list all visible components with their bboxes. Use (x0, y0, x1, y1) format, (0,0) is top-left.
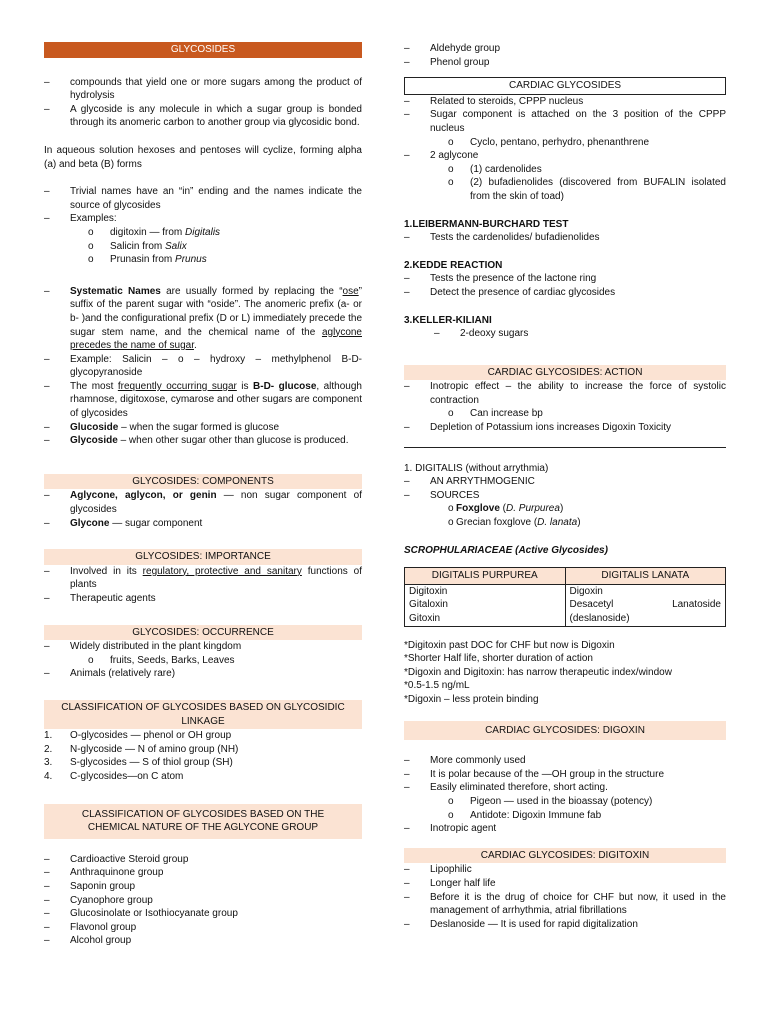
list-item: – Flavonol group (44, 921, 362, 935)
list-item: – Easily eliminated therefore, short acting. o Pigeon — used in the bioassay (potency) o Antidote: Digoxin Immune fab (404, 781, 726, 822)
list-item: – Animals (relatively rare) (44, 667, 362, 681)
intro-list (44, 76, 362, 130)
digitalis-list (404, 475, 726, 529)
glycosides-header: GLYCOSIDES (44, 42, 362, 58)
note: *Digitoxin past DOC for CHF but now is Digoxin (404, 639, 615, 651)
list-item: – It is polar because of the —OH group in the structure (404, 768, 726, 782)
note: *Shorter Half life, shorter duration of action (404, 653, 593, 665)
list-item: – Systematic Names are usually formed by replacing the “ose” suffix of the parent sugar with “oside”. The anomeric prefix (a- or b- )and the configurational prefix (D or L) immediately precede the sugar stem name, and the chemical name of the aglycone precedes the name of sugar. (44, 285, 362, 353)
action-list (404, 380, 726, 434)
digitalis-table (404, 567, 726, 626)
list-item: – Tests the presence of the lactone ring (404, 272, 726, 286)
importance-header: GLYCOSIDES: IMPORTANCE (44, 549, 362, 565)
note: *0.5-1.5 ng/mL (404, 680, 470, 692)
list-item: – AN ARRYTHMOGENIC (404, 475, 726, 489)
list-item: – Aldehyde group (404, 42, 726, 56)
list-item: – Involved in its regulatory, protective and sanitary functions of plants (44, 565, 362, 592)
table-cell: Digitoxin Gitaloxin Gitoxin (405, 584, 566, 626)
digitoxin-header: CARDIAC GLYCOSIDES: DIGITOXIN (404, 848, 726, 864)
cardiac-header: CARDIAC GLYCOSIDES (404, 77, 726, 95)
list-item: – Widely distributed in the plant kingdom o fruits, Seeds, Barks, Leaves (44, 640, 362, 667)
list-item: o Grecian foxglove (D. lanata) (404, 516, 726, 530)
list-item: – Glucosinolate or Isothiocyanate group (44, 907, 362, 921)
list-item: – Glycoside – when other sugar other than glucose is produced. (44, 434, 362, 448)
list-item: – Glycone — sugar component (44, 517, 362, 531)
table-row (405, 584, 726, 626)
digitalis-title: 1. DIGITALIS (without arrythmia) (404, 462, 549, 474)
list-item: o Can increase bp (404, 407, 726, 421)
list-item: – 2-deoxy sugars (434, 327, 726, 341)
list-item: – Example: Salicin – o – hydroxy – methylphenol B-D-glycopyranoside (44, 353, 362, 380)
importance-list (44, 565, 362, 606)
list-item: o (2) bufadienolides (discovered from BUFALIN isolated from the skin of toad) (404, 176, 726, 203)
kedde-title: 2.KEDDE REACTION (404, 259, 503, 271)
list-item: – Depletion of Potassium ions increases Digoxin Toxicity (404, 421, 726, 435)
list-item: – Detect the presence of cardiac glycosides (404, 286, 726, 300)
list-item: – More commonly used (404, 754, 726, 768)
list-item: 1. O-glycosides — phenol or OH group (44, 730, 232, 742)
list-item: – Saponin group (44, 880, 362, 894)
scrophulariaceae-title: SCROPHULARIACEAE (Active Glycosides) (404, 544, 608, 556)
digoxin-list (404, 754, 726, 836)
list-item: o Salicin from Salix (44, 240, 362, 254)
list-item: – Therapeutic agents (44, 592, 362, 606)
list-item: o Cyclo, pentano, perhydro, phenanthrene (404, 136, 726, 150)
list-item: 3. S-glycosides — S of thiol group (SH) (44, 757, 233, 769)
list-item: – Trivial names have an “in” ending and the names indicate the source of glycosides (44, 185, 362, 212)
examples-label: Examples: (70, 213, 117, 225)
list-item: – Tests the cardenolides/ bufadienolides (404, 231, 726, 245)
list-item: – Anthraquinone group (44, 866, 362, 880)
divider (404, 447, 726, 448)
list-item: o digitoxin — from Digitalis (44, 226, 362, 240)
table-header-row (405, 568, 726, 585)
list-item: – Lipophilic (404, 863, 726, 877)
list-item: – Related to steroids, CPPP nucleus (404, 95, 726, 109)
digoxin-header: CARDIAC GLYCOSIDES: DIGOXIN (404, 721, 726, 741)
components-header: GLYCOSIDES: COMPONENTS (44, 474, 362, 490)
list-item: o Foxglove (D. Purpurea) (404, 502, 726, 516)
list-item: o Antidote: Digoxin Immune fab (404, 809, 726, 823)
list-item: – Alcohol group (44, 934, 362, 948)
aqueous-paragraph: In aqueous solution hexoses and pentoses will cyclize, forming alpha (a) and beta (B) forms (44, 144, 362, 170)
occurrence-header: GLYCOSIDES: OCCURRENCE (44, 625, 362, 641)
list-item: – Cyanophore group (44, 894, 362, 908)
linkage-header: CLASSIFICATION OF GLYCOSIDES BASED ON GLYCOSIDIC LINKAGE (44, 700, 362, 729)
list-item: – Inotropic agent (404, 822, 726, 836)
keller-title: 3.KELLER-KILIANI (404, 314, 492, 326)
left-column (44, 42, 362, 948)
list-item: – Sugar component is attached on the 3 position of the CPPP nucleus o Cyclo, pentano, perhydro, phenanthrene (404, 108, 726, 149)
list-item: – SOURCES o Foxglove (D. Purpurea) o Grecian foxglove (D. lanata) (404, 489, 726, 530)
list-item: – Longer half life (404, 877, 726, 891)
list-item: 2. N-glycoside — N of amino group (NH) (44, 743, 239, 755)
action-header: CARDIAC GLYCOSIDES: ACTION (404, 365, 726, 381)
list-item: o Prunasin from Prunus (44, 253, 362, 267)
list-item: – 2 aglycone o (1) cardenolides o (2) bufadienolides (discovered from BUFALIN isolated from the skin of toad) (404, 149, 726, 203)
occurrence-list (44, 640, 362, 681)
table-header-cell: DIGITALIS LANATA (565, 568, 726, 585)
digitoxin-list (404, 863, 726, 931)
list-item: o (1) cardenolides (404, 163, 726, 177)
list-item: – compounds that yield one or more sugars among the product of hydrolysis (44, 76, 362, 103)
note: *Digoxin and Digitoxin: has narrow therapeutic index/window (404, 666, 672, 678)
list-item: – Cardioactive Steroid group (44, 853, 362, 867)
list-item: – Before it is the drug of choice for CHF but now, it used in the management of arrhythmia, atrial fibrillations (404, 891, 726, 918)
chemical-list (44, 853, 362, 948)
chemical-header: CLASSIFICATION OF GLYCOSIDES BASED ON THE CHEMICAL NATURE OF THE AGLYCONE GROUP (44, 804, 362, 839)
list-item (44, 212, 362, 266)
systematic-list (44, 285, 362, 448)
trivial-list (44, 185, 362, 267)
list-item: o Pigeon — used in the bioassay (potency) (404, 795, 726, 809)
notes (404, 639, 726, 707)
table-cell: Digoxin Desacetyl Lanatoside (deslanoside) (565, 584, 726, 626)
list-item: – Aglycone, aglycon, or genin — non sugar component of glycosides (44, 489, 362, 516)
list-item: – A glycoside is any molecule in which a sugar group is bonded through its anomeric carbon to another group via glycosidic bond. (44, 103, 362, 130)
cardiac-list (404, 95, 726, 204)
list-item: 4. C-glycosides—on C atom (44, 770, 184, 782)
list-item: – Phenol group (404, 56, 726, 70)
examples-list (44, 226, 362, 267)
linkage-list (44, 729, 362, 783)
list-item: o fruits, Seeds, Barks, Leaves (44, 654, 362, 668)
list-item: – Glucoside – when the sugar formed is glucose (44, 421, 362, 435)
note: *Digoxin – less protein binding (404, 693, 539, 705)
list-item: – Deslanoside — It is used for rapid digitalization (404, 918, 726, 932)
list-item: – Inotropic effect – the ability to increase the force of systolic contraction o Can increase bp (404, 380, 726, 421)
list-item: – The most frequently occurring sugar is B-D- glucose, although rhamnose, digitoxose, cymarose and other sugars are component of glycosides (44, 380, 362, 421)
lb-test-title: 1.LEIBERMANN-BURCHARD TEST (404, 218, 569, 230)
right-column (404, 42, 726, 931)
components-list (44, 489, 362, 530)
top-list (404, 42, 726, 69)
table-header-cell: DIGITALIS PURPUREA (405, 568, 566, 585)
